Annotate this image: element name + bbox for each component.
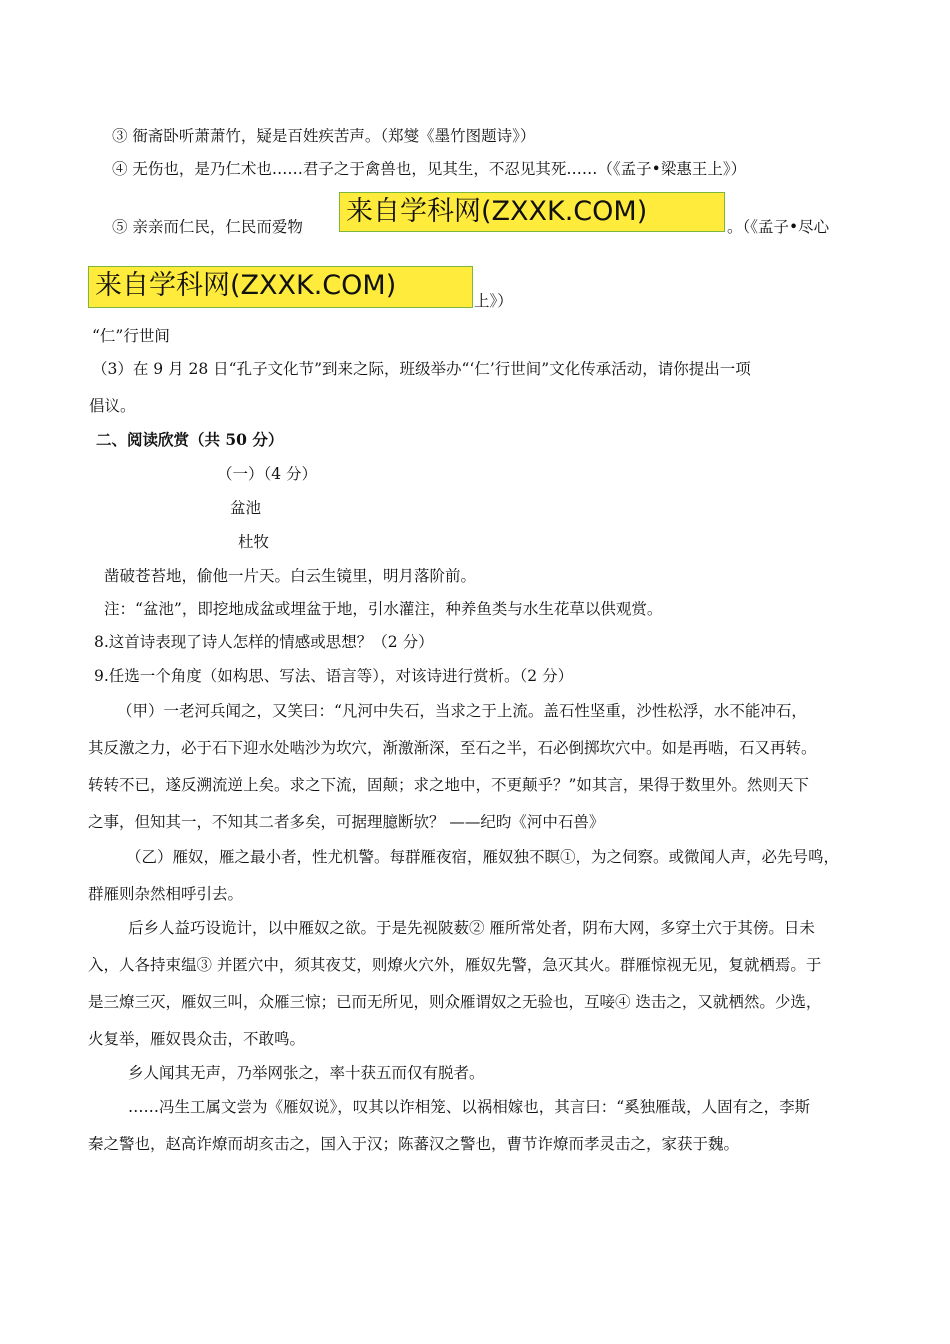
subsection-heading: （一）（4 分）: [217, 465, 318, 483]
watermark-banner: 来自学科网(ZXXK.COM): [339, 192, 725, 232]
question-3-line1: （3）在 9 月 28 日“孔子文化节”到来之际，班级举办“‘仁’行世间”文化传承活动，请你提出一项: [92, 360, 751, 378]
question-9: 9.任选一个角度（如构思、写法、语言等），对该诗进行赏析。（2 分）: [94, 667, 574, 685]
passage-paragraph-line: 乡人闻其无声，乃举网张之，率十获五而仅有脱者。: [128, 1064, 485, 1082]
passage-paragraph-line: 后乡人益巧设诡计，以中雁奴之欲。于是先视陂薮② 雁所常处者，阴布大网，多穿土穴于其傍。日未: [128, 919, 815, 937]
passage-paragraph-line: 入，人各持束缊③ 并匿穴中，须其夜艾，则燎火穴外，雁奴先警，急灭其火。群雁惊视无见，复就栖焉。于: [88, 956, 822, 974]
poem-author: 杜牧: [238, 533, 270, 551]
watermark-banner: 来自学科网(ZXXK.COM): [88, 266, 473, 308]
passage-jia-line: （甲）一老河兵闻之，又笑曰：“凡河中失石，当求之于上流。盖石性坚重，沙性松浮，水不能冲石，: [117, 702, 807, 720]
part-heading: 二、阅读欣赏（共 50 分）: [96, 430, 284, 449]
passage-yi-line: （乙）雁奴，雁之最小者，性尤机警。每群雁夜宿，雁奴独不瞑①，为之伺察。或微闻人声，必先号鸣，: [126, 848, 840, 866]
section-heading: “仁”行世间: [92, 327, 170, 345]
passage-paragraph-line: ……冯生工属文尝为《雁奴说》，叹其以诈相笼、以祸相嫁也，其言曰：“奚独雁哉，人固有之，李斯: [128, 1098, 811, 1116]
question-3-line2: 倡议。: [89, 397, 136, 415]
quote-3: ③ 衙斋卧听萧萧竹，疑是百姓疾苦声。（郑燮《墨竹图题诗》）: [112, 127, 536, 145]
question-8: 8.这首诗表现了诗人怎样的情感或思想？（2 分）: [94, 633, 434, 651]
passage-jia-line: 转转不已，遂反溯流逆上矣。求之下流，固颠；求之地中，不更颠乎？”如其言，果得于数里外。然则天下: [88, 776, 809, 794]
quote-4: ④ 无伤也，是乃仁术也……君子之于禽兽也，见其生，不忍见其死……（《孟子•梁惠王上》）: [112, 160, 747, 178]
quote-5-source: 。（《孟子•尽心: [727, 218, 830, 236]
passage-jia-line: 其反激之力，必于石下迎水处啮沙为坎穴，渐激渐深，至石之半，石必倒掷坎穴中。如是再啮，石又再转。: [88, 739, 817, 757]
poem-text: 凿破苍苔地，偷他一片天。白云生镜里，明月落阶前。: [104, 567, 477, 585]
poem-note: 注：“盆池”，即挖地成盆或埋盆于地，引水灌注，种养鱼类与水生花草以供观赏。: [104, 600, 663, 618]
passage-jia-line: 之事，但知其一，不知其二者多矣，可据理臆断欤？ ——纪昀《河中石兽》: [88, 813, 605, 831]
passage-paragraph-line: 秦之警也，赵高诈燎而胡亥击之，国入于汉；陈蕃汉之警也，曹节诈燎而孝灵击之，家获于魏。: [88, 1135, 740, 1153]
quote-5-start: ⑤ 亲亲而仁民，仁民而爱物: [112, 218, 303, 236]
passage-paragraph-line: 火复举，雁奴畏众击，不敢鸣。: [88, 1030, 306, 1048]
quote-5-end: 上》）: [474, 292, 513, 310]
passage-yi-line: 群雁则杂然相呼引去。: [88, 885, 244, 903]
poem-title: 盆池: [230, 499, 262, 517]
passage-paragraph-line: 是三燎三灭，雁奴三叫，众雁三惊；已而无所见，则众雁谓奴之无验也，互唼④ 迭击之，又就栖然。少选，: [88, 993, 822, 1011]
